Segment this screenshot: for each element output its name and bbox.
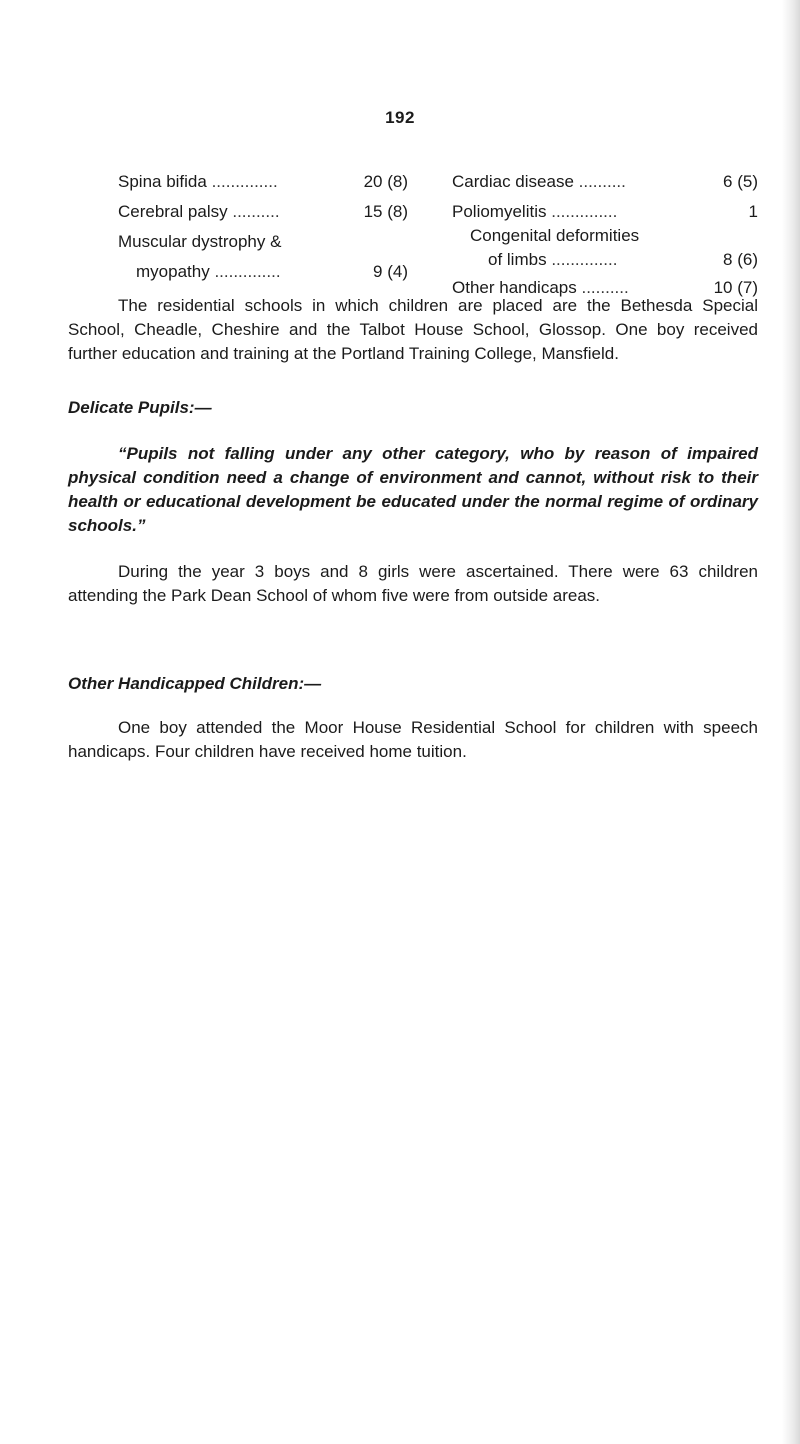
stat-label: Cardiac disease [452,172,574,191]
stat-row-congenital-deformities [452,224,758,248]
residential-section [68,294,758,366]
stat-row-muscular-dystrophy [118,230,408,254]
residential-paragraph: The residential schools in which children are placed are the Bethesda Special School, Cheadle, Cheshire and the Talbot House School, Glossop. One boy received further education and training at the Portland Training College, Mansfield. [68,296,758,363]
other-handicapped-paragraph: One boy attended the Moor House Residential School for children with speech handicaps. Four children have received home tuition. [68,718,758,761]
stat-row-poliomyelitis [452,200,758,224]
stat-row-spina-bifida [118,170,408,194]
page-edge-shadow [782,0,800,1444]
stat-row-cardiac-disease [452,170,758,194]
stat-value: 10 (7) [713,278,758,297]
delicate-pupils-heading: Delicate Pupils:— [68,398,212,417]
stat-leader-dots: .............. [214,262,281,281]
stats-left-column [118,170,408,284]
stat-value: 15 (8) [363,202,408,221]
stat-value: 20 (8) [363,172,408,191]
stat-value: 9 (4) [373,262,408,281]
stat-row-cerebral-palsy [118,200,408,224]
stat-leader-dots: .......... [581,278,629,297]
stat-value: 1 [748,202,758,221]
stat-leader-dots: .......... [232,202,280,221]
stat-label: of limbs [488,250,547,269]
delicate-pupils-paragraph: During the year 3 boys and 8 girls were ascertained. There were 63 children attending the Park Dean School of whom five were from outside areas. [68,562,758,605]
stat-leader-dots: .............. [551,250,618,269]
stat-leader-dots: .............. [211,172,278,191]
other-handicapped-section [68,672,758,764]
delicate-pupils-section [68,396,758,608]
stat-label: Congenital deformities [470,226,640,245]
delicate-pupils-definition: “Pupils not falling under any other category, who by reason of impaired physical condition need a change of environment and cannot, without risk to their health or educational development be educated under the normal regime of ordinary schools.” [68,444,758,535]
stat-label: myopathy [136,262,210,281]
stat-value: 8 (6) [723,250,758,269]
page-number: 192 [385,108,415,127]
stats-right-column [452,170,758,300]
stat-leader-dots: .............. [551,202,618,221]
other-handicapped-heading: Other Handicapped Children:— [68,674,322,693]
stat-label: Cerebral palsy [118,202,228,221]
stat-row-myopathy [118,260,408,284]
stat-label: Spina bifida [118,172,207,191]
stat-value: 6 (5) [723,172,758,191]
stat-label: Poliomyelitis [452,202,547,221]
stat-leader-dots: .......... [578,172,626,191]
stat-row-of-limbs [452,248,758,272]
stat-label: Muscular dystrophy & [118,232,282,251]
stat-label: Other handicaps [452,278,577,297]
